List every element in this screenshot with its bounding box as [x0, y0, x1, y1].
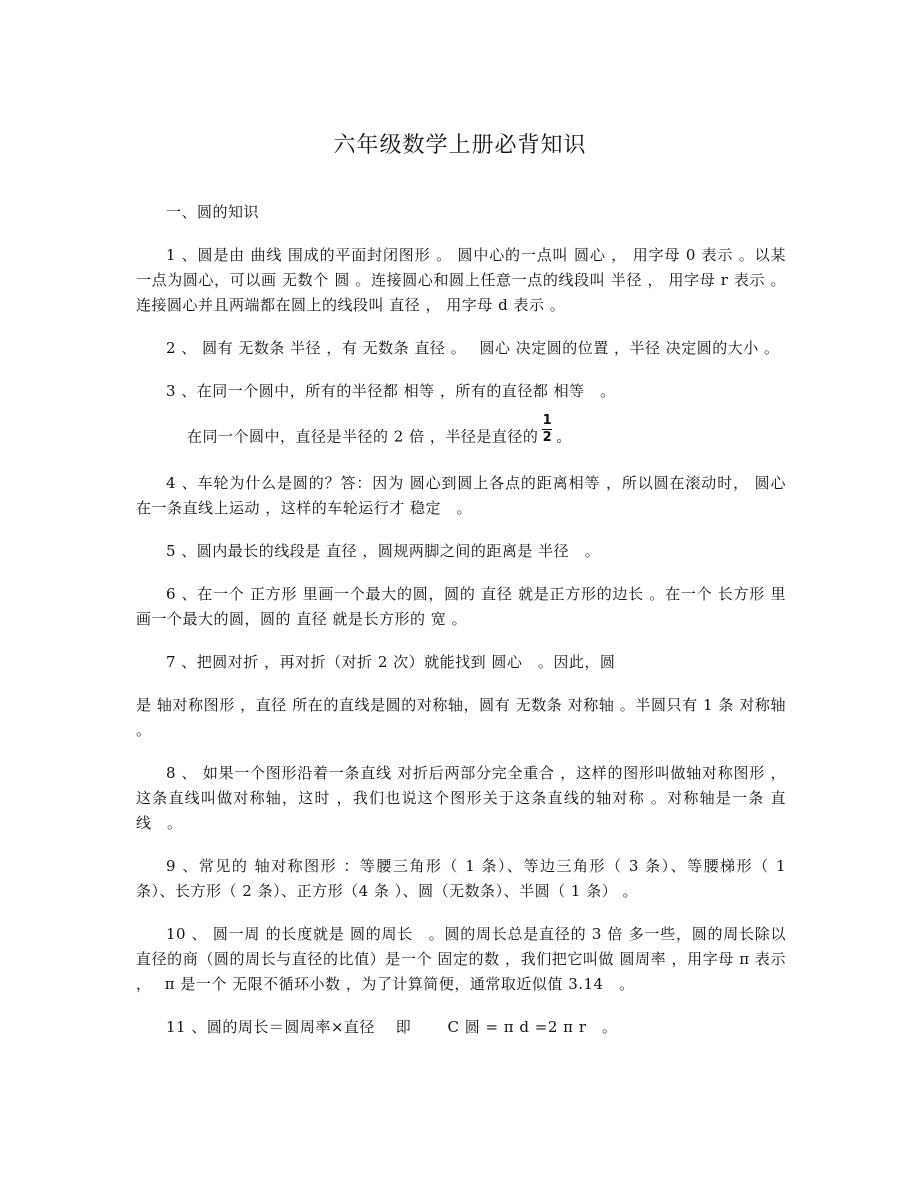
paragraph-9: 9 、常见的 轴对称图形 ：等腰三角形（ 1 条）、等边三角形（ 3 条）、等腰梯形（ 1 条）、长方形（ 2 条）、正方形（4 条 ）、圆（无数条）、半圆（ 1 条） 。 — [136, 857, 786, 900]
paragraph-4: 4 、车轮为什么是圆的？答：因为 圆心到圆上各点的距离相等 ，所以圆在滚动时， 圆心在一条直线上运动 ，这样的车轮运行才 稳定 。 — [136, 474, 786, 517]
paragraph-2: 2 、 圆有 无数条 半径 ，有 无数条 直径 。 圆心 决定圆的位置 ，半径 决定圆的大小 。 — [166, 339, 780, 357]
paragraph-3b-end: 。 — [556, 427, 572, 446]
paragraph-3b-text: 在同一个圆中，直径是半径的 2 倍 ，半径是直径的 — [187, 427, 539, 446]
paragraph-7b: 是 轴对称图形 ，直径 所在的直线是圆的对称轴，圆有 无数条 对称轴 。半圆只有 1 条 对称轴 。 — [136, 696, 786, 739]
paragraph-3: 3 、在同一个圆中，所有的半径都 相等 ，所有的直径都 相等 。 — [166, 382, 616, 400]
paragraph-3b — [136, 413, 786, 453]
page-title: 六年级数学上册必背知识 — [333, 133, 587, 158]
paragraph-5: 5 、圆内最长的线段是 直径 ，圆规两脚之间的距离是 半径 。 — [166, 542, 601, 560]
paragraph-7a: 7 、把圆对折 ，再对折（对折 2 次）就能找到 圆心 。因此，圆 — [166, 653, 616, 671]
paragraph-8: 8 、 如果一个图形沿着一条直线 对折后两部分完全重合 ，这样的图形叫做轴对称图形 ，这条直线叫做对称轴，这时 ，我们也说这个图形关于这条直线的轴对称 。对称轴是一条 直线 。 — [136, 764, 786, 832]
fraction-one-half — [542, 414, 552, 445]
section-heading-circle: 一、圆的知识 — [166, 203, 260, 221]
paragraph-1: 1 、圆是由 曲线 围成的平面封闭图形 。 圆中心的一点叫 圆心 ， 用字母 0 表示 。以某一点为圆心，可以画 无数个 圆 。连接圆心和圆上任意一点的线段叫 半径 ， 用字母 r 表示 。连接圆心并且两端都在圆上的线段叫 直径 ， 用字母 d 表示 。 — [136, 246, 786, 314]
paragraph-6: 6 、在一个 正方形 里画一个最大的圆，圆的 直径 就是正方形的边长 。在一个 长方形 里画一个最大的圆，圆的 直径 就是长方形的 宽 。 — [136, 585, 786, 628]
fraction-numerator: 1 — [542, 413, 553, 428]
paragraph-10: 10 、 圆一周 的长度就是 圆的周长 。圆的周长总是直径的 3 倍 多一些，圆的周长除以直径的商（圆的周长与直径的比值）是一个 固定的数 ，我们把它叫做 圆周率 ，用字母 π 表示 ， π 是一个 无限不循环小数 ，为了计算简便，通常取近似值 3.14 。 — [136, 925, 786, 993]
fraction-denominator: 2 — [542, 430, 553, 445]
paragraph-11: 11 、圆的周长＝圆周率×直径 即 C 圆 = π d =2 π r 。 — [166, 1018, 618, 1036]
document-body — [136, 200, 786, 1058]
